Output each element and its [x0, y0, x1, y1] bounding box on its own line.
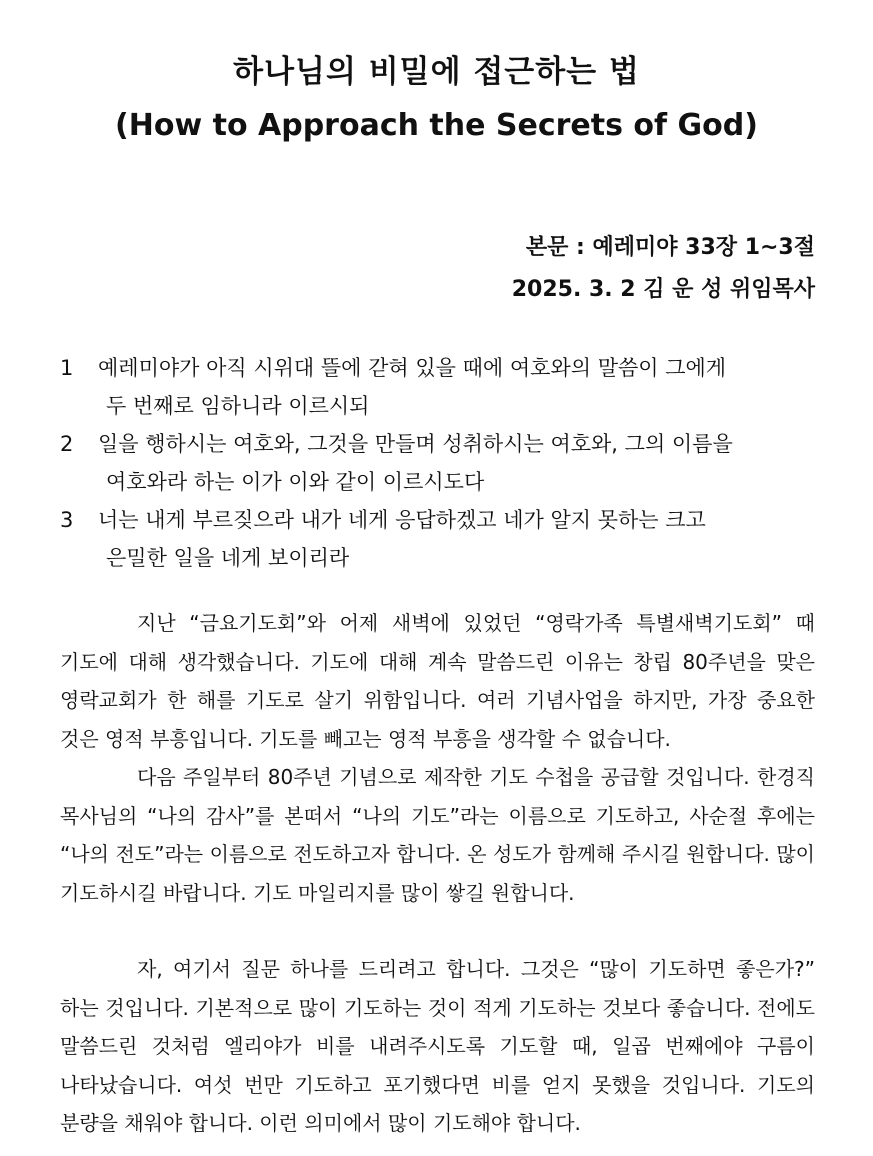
verse-item [60, 501, 820, 577]
verse-item [60, 425, 820, 501]
verse-number: 3 [60, 508, 74, 532]
body-paragraph: 자, 여기서 질문 하나를 드리려고 합니다. 그것은 “많이 기도하면 좋은가?” 하는 것입니다. 기본적으로 많이 기도하는 것이 적게 기도하는 것보다 좋습니다. 전에도 말씀드린 것처럼 엘리야가 비를 내려주시도록 기도할 때, 일곱 번째에야 구름이 나타났습니다. 여섯 번만 기도하고 포기했다면 비를 얻지 못했을 것입니다. 기도의 분량을 채워야 합니다. 이런 의미에서 많이 기도해야 합니다. [60, 957, 815, 1135]
verse-line: 두 번째로 임하니라 이르시되 [106, 394, 370, 418]
verse-line: 예레미야가 아직 시위대 뜰에 갇혀 있을 때에 여호와의 말씀이 그에게 [98, 356, 727, 380]
verse-line: 너는 내게 부르짖으라 내가 네게 응답하겠고 네가 알지 못하는 크고 [98, 508, 706, 532]
verse-number: 1 [60, 356, 74, 380]
verse-item [60, 349, 820, 425]
sermon-body [60, 604, 815, 1143]
verse-line: 여호와라 하는 이가 이와 같이 이르시도다 [106, 470, 485, 494]
body-paragraph: 다음 주일부터 80주년 기념으로 제작한 기도 수첩을 공급할 것입니다. 한경직 목사님의 “나의 감사”를 본떠서 “나의 기도”라는 이름으로 기도하고, 사순절 후에는 “나의 전도”라는 이름으로 전도하고자 합니다. 온 성도가 함께해 주시길 원합니다. 많이 기도하시길 바랍니다. 기도 마일리지를 많이 쌓길 원합니다. [60, 765, 815, 905]
page-subtitle-english: (How to Approach the Secrets of God) [115, 108, 758, 143]
verse-line: 일을 행하시는 여호와, 그것을 만들며 성취하시는 여호와, 그의 이름을 [98, 432, 733, 456]
verse-line: 은밀한 일을 네게 보이리라 [106, 546, 350, 570]
scripture-verses [60, 349, 820, 577]
verse-number: 2 [60, 432, 74, 456]
page-title: 하나님의 비밀에 접근하는 법 [233, 54, 640, 90]
scripture-reference: 본문 : 예레미야 33장 1~3절 [525, 235, 815, 260]
body-paragraph: 지난 “금요기도회”와 어제 새벽에 있었던 “영락가족 특별새벽기도회” 때 기도에 대해 생각했습니다. 기도에 대해 계속 말씀드린 이유는 창립 80주년을 맞은 영락교회가 한 해를 기도로 살기 위함입니다. 여러 기념사업을 하지만, 가장 중요한 것은 영적 부흥입니다. 기도를 빼고는 영적 부흥을 생각할 수 없습니다. [60, 611, 815, 751]
date-and-author: 2025. 3. 2 김 운 성 위임목사 [511, 277, 815, 302]
